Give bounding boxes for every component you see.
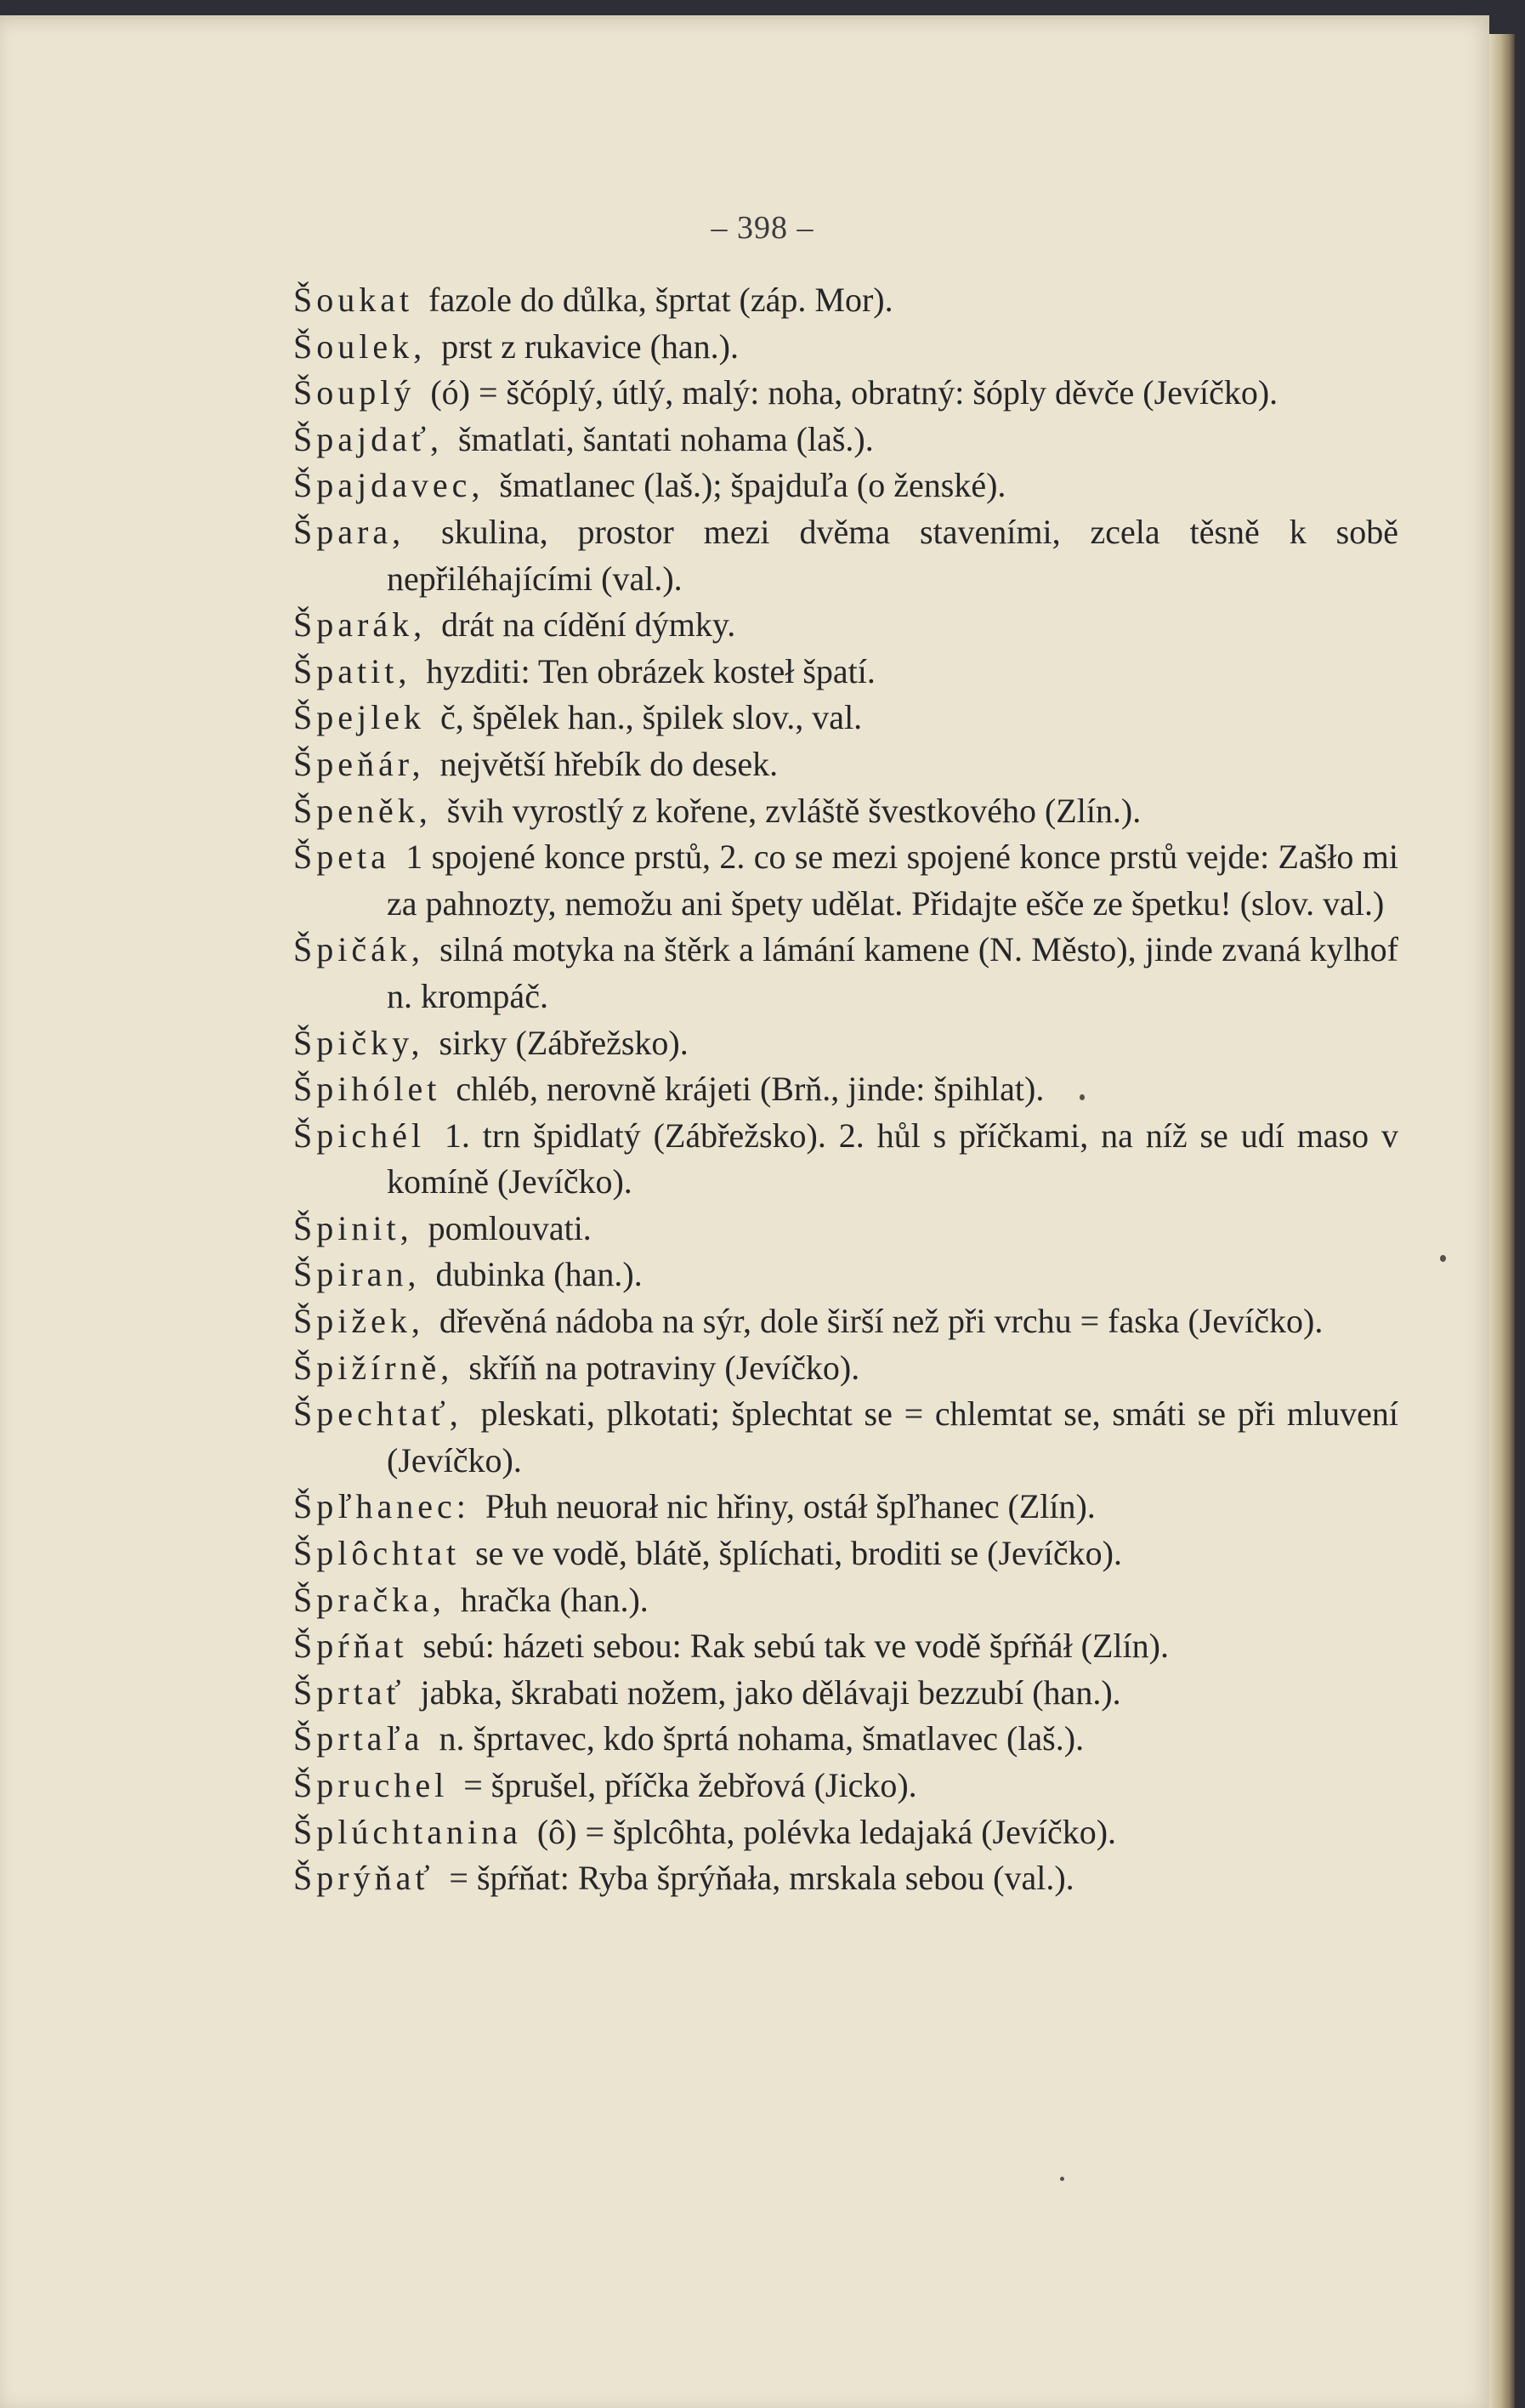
entry-headword: Špižek, <box>293 1302 424 1341</box>
entry-headword: Špičák, <box>293 930 424 969</box>
dictionary-entry <box>293 1484 1398 1531</box>
entry-headword: Šplúchtanina <box>293 1812 522 1851</box>
dictionary-entry <box>293 1716 1398 1763</box>
dictionary-entry <box>293 1855 1398 1902</box>
dictionary-entry <box>293 277 1398 324</box>
dictionary-entry <box>293 649 1398 696</box>
entry-headword: Špejlek <box>293 698 425 737</box>
dictionary-entry <box>293 1020 1398 1067</box>
entry-text: Płuh neuorał nic hřiny, ostáł špľhanec (Zlín). <box>485 1487 1096 1526</box>
dictionary-entry <box>293 1670 1398 1717</box>
entry-text: sirky (Zábřežsko). <box>439 1023 689 1062</box>
entry-text: hračka (han.). <box>460 1580 649 1619</box>
entry-text: (ó) = ščóplý, útlý, malý: noha, obratný: šóply děvče (Jevíčko). <box>430 373 1278 412</box>
entry-headword: Šprýňať <box>293 1859 434 1898</box>
entry-text: švih vyrostlý z kořene, zvláště švestkového (Zlín.). <box>446 791 1142 830</box>
dictionary-entry <box>293 1298 1398 1345</box>
dictionary-entry <box>293 1113 1398 1206</box>
dictionary-entry <box>293 1623 1398 1670</box>
entry-headword: Špajdať, <box>293 419 443 458</box>
entry-text: hyzditi: Ten obrázek kosteł špatí. <box>426 651 876 690</box>
dictionary-entry <box>293 788 1398 835</box>
dictionary-entry <box>293 1206 1398 1252</box>
dictionary-entry <box>293 1763 1398 1809</box>
entry-text: pleskati, plkotati; šplechtat se = chlemtat se, smáti se při mluvení (Jevíčko). <box>387 1394 1399 1479</box>
entry-headword: Špajdavec, <box>293 466 485 505</box>
entry-text: skulina, prostor mezi dvěma staveními, zcela těsně k sobě nepřiléhajícími (val.). <box>387 512 1399 598</box>
entry-headword: Šprtať <box>293 1673 405 1712</box>
entry-text: jabka, škrabati nožem, jako dělávaji bezzubí (han.). <box>420 1673 1121 1712</box>
page-number-dash: – <box>711 210 737 246</box>
page-number <box>0 209 1525 247</box>
entry-text: dřevěná nádoba na sýr, dole širší než při vrchu = faska (Jevíčko). <box>439 1302 1324 1341</box>
dictionary-entry <box>293 324 1398 371</box>
entry-text: drát na cídění dýmky. <box>441 605 736 645</box>
entry-headword: Špičky, <box>293 1023 424 1062</box>
dictionary-entry <box>293 1531 1398 1577</box>
entry-text: se ve vodě, blátě, šplíchati, broditi se (Jevíčko). <box>475 1534 1122 1573</box>
dictionary-entry <box>293 1809 1398 1856</box>
entry-headword: Špruchel <box>293 1766 449 1804</box>
entry-headword: Špižírně, <box>293 1348 454 1387</box>
entry-text: (ô) = šplcôhta, polévka ledajaká (Jevíčko). <box>536 1812 1117 1851</box>
dictionary-entry <box>293 741 1398 788</box>
dictionary-entry <box>293 927 1398 1019</box>
dictionary-entry <box>293 834 1398 927</box>
entry-headword: Šprtaľa <box>293 1719 424 1758</box>
entry-text: největší hřebík do desek. <box>439 744 779 783</box>
dictionary-entry <box>293 417 1398 463</box>
entry-text: dubinka (han.). <box>435 1255 643 1294</box>
entry-headword: Špeta <box>293 838 390 877</box>
page-number-value: 398 <box>737 210 788 246</box>
entry-headword: Špeňár, <box>293 744 425 783</box>
entry-text: n. šprtavec, kdo šprtá nohama, šmatlavec (laš.). <box>439 1719 1085 1758</box>
entry-text: fazole do důlka, šprtat (záp. Mor). <box>428 281 893 319</box>
entry-headword: Šparák, <box>293 605 427 645</box>
entry-text: 1 spojené konce prstů, 2. co se mezi spojené konce prstů vejde: Zašło mi za pahnozty, nemožu ani špety udělat. Přidajte ešče ze špetku! (slov. val.) <box>387 838 1399 923</box>
dictionary-entries <box>293 277 1398 1902</box>
entry-text: šmatlanec (laš.); špajduľa (o ženské). <box>499 466 1006 505</box>
ink-speck <box>1440 1255 1446 1262</box>
entry-headword: Špľhanec: <box>293 1487 470 1526</box>
page-edge <box>1489 34 1515 2408</box>
entry-text: sebú: házeti sebou: Rak sebú tak ve vodě špŕňáł (Zlín). <box>422 1627 1169 1666</box>
entry-headword: Špatit, <box>293 651 411 690</box>
ink-speck <box>1060 2177 1064 2181</box>
entry-headword: Špiran, <box>293 1255 421 1294</box>
entry-text: skříň na potraviny (Jevíčko). <box>468 1348 860 1387</box>
entry-headword: Špinit, <box>293 1208 413 1247</box>
dictionary-entry <box>293 602 1398 649</box>
entry-headword: Špichél <box>293 1116 425 1155</box>
entry-text: prst z rukavice (han.). <box>441 327 739 366</box>
entry-text: pomlouvati. <box>428 1208 592 1247</box>
entry-headword: Šoukat <box>293 281 414 319</box>
dictionary-entry <box>293 1577 1398 1624</box>
entry-headword: Špara, <box>293 512 405 551</box>
dictionary-entry <box>293 463 1398 509</box>
dictionary-entry <box>293 1345 1398 1392</box>
dictionary-entry <box>293 695 1398 741</box>
entry-headword: Šplôchtat <box>293 1534 461 1573</box>
entry-text: silná motyka na štěrk a lámání kamene (N. Město), jinde zvaná kylhof n. krompáč. <box>387 930 1399 1015</box>
entry-headword: Špechtať, <box>293 1394 462 1434</box>
dictionary-entry <box>293 509 1398 602</box>
entry-headword: Špračka, <box>293 1580 445 1619</box>
entry-text: šmatlati, šantati nohama (laš.). <box>457 419 874 458</box>
dictionary-entry <box>293 370 1398 417</box>
entry-text: = špŕňat: Ryba šprýňała, mrskala sebou (val.). <box>449 1859 1074 1898</box>
dictionary-entry <box>293 1252 1398 1298</box>
page-number-dash: – <box>788 210 814 246</box>
entry-headword: Špihólet <box>293 1070 441 1109</box>
entry-headword: Šouplý <box>293 373 416 412</box>
entry-text: chléb, nerovně krájeti (Brň., jinde: špihlat). <box>456 1070 1045 1109</box>
entry-headword: Šoulek, <box>293 327 427 366</box>
entry-headword: Špŕňat <box>293 1627 408 1666</box>
dictionary-entry <box>293 1066 1398 1113</box>
entry-headword: Špeněk, <box>293 791 432 830</box>
dictionary-entry <box>293 1391 1398 1484</box>
entry-text: č, špělek han., špilek slov., val. <box>439 698 863 737</box>
entry-text: = šprušel, příčka žebřová (Jicko). <box>463 1766 917 1804</box>
entry-text: 1. trn špidlatý (Zábřežsko). 2. hůl s příčkami, na níž se udí maso v komíně (Jevíčko). <box>387 1116 1399 1201</box>
